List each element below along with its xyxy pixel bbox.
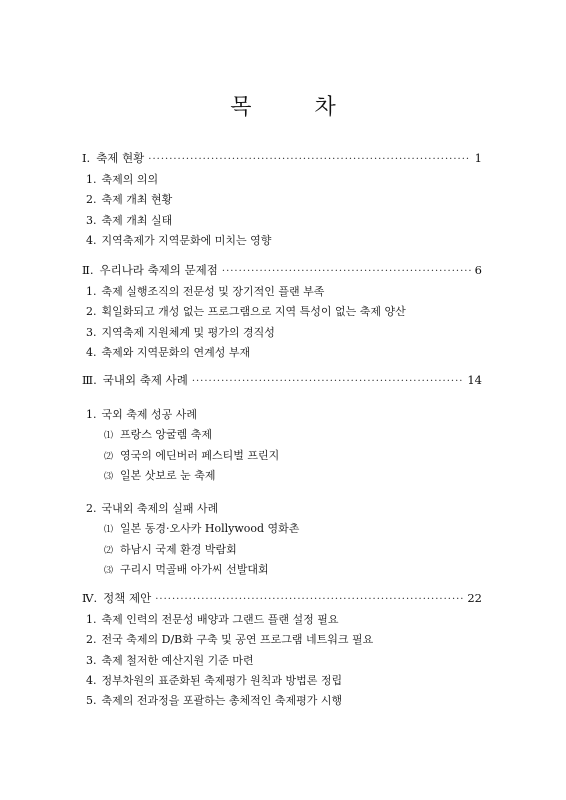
item-text: 축제와 지역문화의 연계성 부재 [101, 345, 251, 359]
item-text: 지역축제 지원체계 및 평가의 경직성 [101, 325, 275, 339]
toc-item[interactable] [82, 610, 482, 630]
toc-item[interactable] [82, 651, 482, 671]
page-title: 목 차 [230, 95, 364, 120]
subitem-text: 프랑스 앙굴렘 축제 [120, 428, 213, 442]
subitem-text: 일본 동경·오사카 Hollywood 영화촌 [120, 522, 300, 536]
section-title: 우리나라 축제의 문제점 [99, 263, 218, 277]
item-text: 정부차원의 표준화된 축제평가 원칙과 방법론 정립 [101, 673, 343, 687]
subitem-text: 영국의 에딘버러 페스티벌 프린지 [120, 448, 280, 462]
toc-section-heading[interactable] [82, 590, 482, 610]
toc-item[interactable] [82, 499, 482, 519]
item-number: 3. [86, 653, 97, 667]
item-number: 1. [86, 613, 97, 626]
toc-subitem[interactable] [82, 446, 482, 466]
toc-item[interactable] [82, 691, 482, 711]
item-number: 3. [86, 325, 97, 339]
toc-item[interactable] [82, 343, 482, 363]
item-number: 2. [86, 193, 97, 207]
item-number: 5. [86, 694, 97, 708]
section-title: 정책 제안 [103, 591, 152, 605]
item-text: 축제 인력의 전문성 배양과 그랜드 플랜 설정 필요 [101, 613, 339, 626]
item-text: 지역축제가 지역문화에 미치는 영향 [101, 233, 272, 247]
item-text: 축제의 전과정을 포괄하는 총체적인 축제평가 시행 [101, 694, 343, 708]
item-text: 국외 축제 성공 사례 [101, 408, 197, 421]
subitem-number: ⑴ [104, 525, 114, 536]
toc-subitem[interactable] [82, 540, 482, 560]
item-text: 축제 철저한 예산지원 기준 마련 [101, 653, 254, 667]
item-number: 4. [86, 673, 97, 687]
item-text: 전국 축제의 D/B화 구축 및 공연 프로그램 네트워크 필요 [101, 633, 374, 647]
toc-subitem[interactable] [82, 560, 482, 580]
item-number: 1. [86, 173, 97, 186]
page-number: 14 [467, 373, 482, 387]
item-text: 국내외 축제의 실패 사례 [101, 502, 219, 516]
spacer [82, 392, 482, 405]
toc-item[interactable] [82, 282, 482, 302]
item-number: 1. [86, 285, 97, 298]
item-text: 획일화되고 개성 없는 프로그램으로 지역 특성이 없는 축제 양산 [101, 305, 406, 319]
toc-section-3 [82, 372, 482, 580]
item-text: 축제의 의의 [101, 173, 159, 186]
toc-section-4 [82, 590, 482, 711]
toc-subitem[interactable] [82, 425, 482, 445]
toc-item[interactable] [82, 630, 482, 650]
item-number: 4. [86, 233, 97, 247]
section-number: Ⅱ. [82, 263, 94, 277]
item-number: 1. [86, 408, 97, 421]
subitem-number: ⑶ [104, 566, 114, 577]
item-number: 2. [86, 502, 97, 516]
toc-item[interactable] [82, 405, 482, 425]
toc-section-heading[interactable] [82, 372, 482, 392]
toc-section-2 [82, 262, 482, 363]
toc-section-heading[interactable] [82, 150, 482, 170]
item-text: 축제 개최 현황 [101, 193, 173, 207]
section-number: Ⅳ. [82, 591, 98, 605]
toc-item[interactable] [82, 170, 482, 190]
section-number: Ⅲ. [82, 373, 97, 387]
page-number: 1 [474, 151, 482, 165]
toc-item[interactable] [82, 190, 482, 210]
page-number: 22 [467, 591, 482, 605]
toc-item[interactable] [82, 302, 482, 322]
section-title: 국내외 축제 사례 [102, 373, 188, 387]
subitem-number: ⑶ [104, 471, 114, 482]
toc-item[interactable] [82, 211, 482, 231]
item-number: 2. [86, 633, 97, 647]
subitem-number: ⑵ [104, 545, 114, 556]
toc-item[interactable] [82, 323, 482, 343]
toc-item[interactable] [82, 671, 482, 691]
item-number: 3. [86, 213, 97, 227]
subitem-text: 구리시 먹골배 아가씨 선발대회 [120, 563, 269, 577]
toc-section-1 [82, 150, 482, 251]
toc-section-heading[interactable] [82, 262, 482, 282]
spacer [82, 486, 482, 499]
subitem-text: 일본 삿보로 눈 축제 [120, 468, 216, 482]
dot-leader [155, 594, 463, 605]
item-number: 4. [86, 345, 97, 359]
toc-item[interactable] [82, 231, 482, 251]
item-text: 축제 개최 실태 [101, 213, 173, 227]
subitem-text: 하남시 국제 환경 박람회 [120, 542, 237, 556]
page-number: 6 [474, 263, 482, 277]
subitem-number: ⑴ [104, 431, 114, 442]
item-number: 2. [86, 305, 97, 319]
toc-subitem[interactable] [82, 519, 482, 539]
toc-subitem[interactable] [82, 466, 482, 486]
section-title: 축제 현황 [96, 151, 145, 165]
item-text: 축제 실행조직의 전문성 및 장기적인 플랜 부족 [101, 285, 325, 298]
dot-leader [192, 376, 464, 387]
subitem-number: ⑵ [104, 451, 114, 462]
dot-leader [222, 266, 471, 277]
dot-leader [148, 154, 470, 165]
section-number: Ⅰ. [82, 151, 91, 165]
